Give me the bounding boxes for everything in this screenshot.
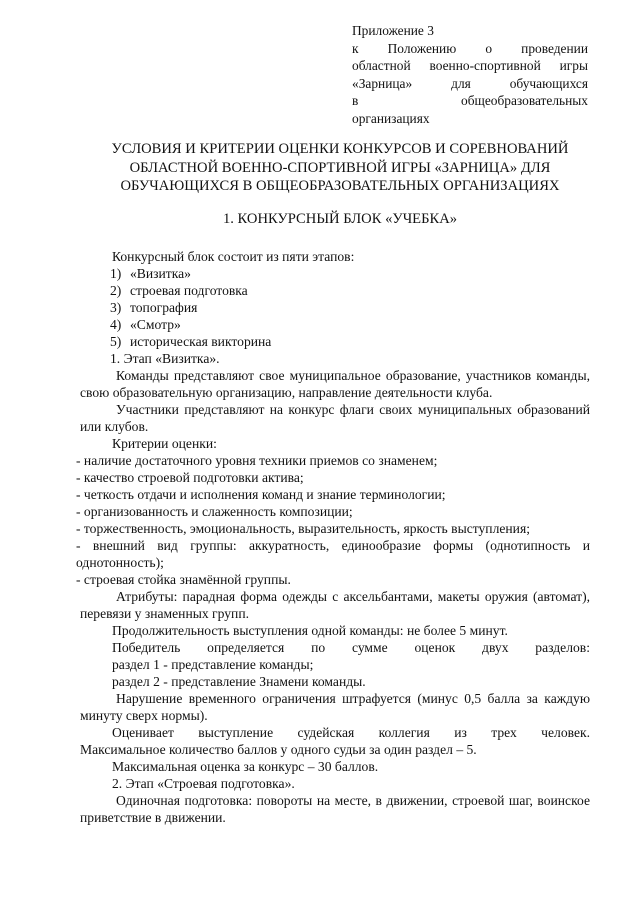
- appendix-line: «Зарница» для обучающихся: [352, 75, 588, 91]
- criteria-item: - торжественность, эмоциональность, выразительность, яркость выступления;: [76, 521, 530, 536]
- paragraph: Атрибуты: парадная форма одежды с аксельбантами, макеты оружия (автомат), перевязи у знаменных групп.: [80, 589, 590, 621]
- paragraph: Участники представляют на конкурс флаги своих муниципальных образований или клубов.: [80, 402, 590, 434]
- appendix-line: организациях: [352, 110, 430, 126]
- paragraph: Оценивает выступление судейская коллегия из трех человек.: [112, 725, 590, 740]
- stage-heading: 2. Этап «Строевая подготовка».: [112, 776, 295, 791]
- stage-number: 2): [110, 283, 122, 298]
- document-body-main: [76, 367, 590, 826]
- stage-text: строевая подготовка: [130, 283, 248, 298]
- section-title: 1. КОНКУРСНЫЙ БЛОК «УЧЕБКА»: [222, 211, 458, 227]
- paragraph: Продолжительность выступления одной команды: не более 5 минут.: [112, 623, 508, 638]
- criteria-item: - организованность и слаженность композиции;: [76, 504, 353, 519]
- appendix-line: областной военно-спортивной игры: [352, 58, 588, 73]
- criteria-item: - наличие достаточного уровня техники приемов со знаменем;: [76, 453, 438, 468]
- paragraph: раздел 2 - представление Знамени команды.: [112, 674, 366, 689]
- stage-list-item: [80, 333, 590, 350]
- paragraph: раздел 1 - представление команды;: [112, 657, 314, 672]
- stage-list-item: [80, 299, 590, 316]
- stage-list-item: [80, 265, 590, 282]
- title-line: ОБУЧАЮЩИХСЯ В ОБЩЕОБРАЗОВАТЕЛЬНЫХ ОРГАНИЗАЦИЯХ: [120, 178, 560, 194]
- appendix-line: к Положению о проведении: [352, 40, 588, 56]
- stage-number: 3): [110, 300, 122, 315]
- paragraph: Одиночная подготовка: повороты на месте, в движении, строевой шаг, воинское приветствие в движении.: [80, 793, 590, 825]
- criteria-item: - строевая стойка знамённой группы.: [76, 572, 291, 587]
- intro-text: Конкурсный блок состоит из пяти этапов:: [112, 249, 355, 264]
- appendix-line: в общеобразовательных: [352, 93, 588, 108]
- paragraph: Победитель определяется по сумме оценок двух разделов:: [112, 640, 590, 655]
- stage-text: «Смотр»: [130, 317, 181, 332]
- stage-text: «Визитка»: [130, 266, 191, 281]
- stage-text: топография: [130, 300, 198, 315]
- stage-number: 4): [110, 317, 122, 332]
- document-title: [60, 140, 620, 196]
- paragraph: Нарушение временного ограничения штрафуется (минус 0,5 балла за каждую минуту сверх нормы).: [80, 691, 590, 723]
- title-line: ОБЛАСТНОЙ ВОЕННО-СПОРТИВНОЙ ИГРЫ «ЗАРНИЦА» ДЛЯ: [129, 159, 551, 176]
- document-body: [80, 248, 590, 367]
- paragraph: Максимальное количество баллов у одного судьи за один раздел – 5.: [80, 742, 477, 757]
- criteria-item: - четкость отдачи и исполнения команд и знание терминологии;: [76, 487, 446, 502]
- appendix-line: Приложение 3: [352, 23, 434, 38]
- stage-list-item: [80, 316, 590, 333]
- criteria-item: - качество строевой подготовки актива;: [76, 470, 304, 485]
- stage-text: историческая викторина: [130, 334, 272, 349]
- stage-number: 5): [110, 334, 122, 349]
- criteria-item: - внешний вид группы: аккуратность, единообразие формы (однотипность и однотонность);: [76, 538, 590, 570]
- title-line: УСЛОВИЯ И КРИТЕРИИ ОЦЕНКИ КОНКУРСОВ И СОРЕВНОВАНИЙ: [111, 141, 569, 157]
- paragraph: Команды представляют свое муниципальное образование, участников команды, свою образовательную организацию, направление деятельности клуба.: [80, 368, 590, 400]
- paragraph: Максимальная оценка за конкурс – 30 баллов.: [112, 759, 379, 774]
- criteria-heading: Критерии оценки:: [112, 436, 217, 451]
- stage-number: 1): [110, 266, 122, 281]
- appendix-note: [352, 22, 588, 127]
- stage-heading: 1. Этап «Визитка».: [110, 351, 220, 366]
- stage-list-item: [80, 282, 590, 299]
